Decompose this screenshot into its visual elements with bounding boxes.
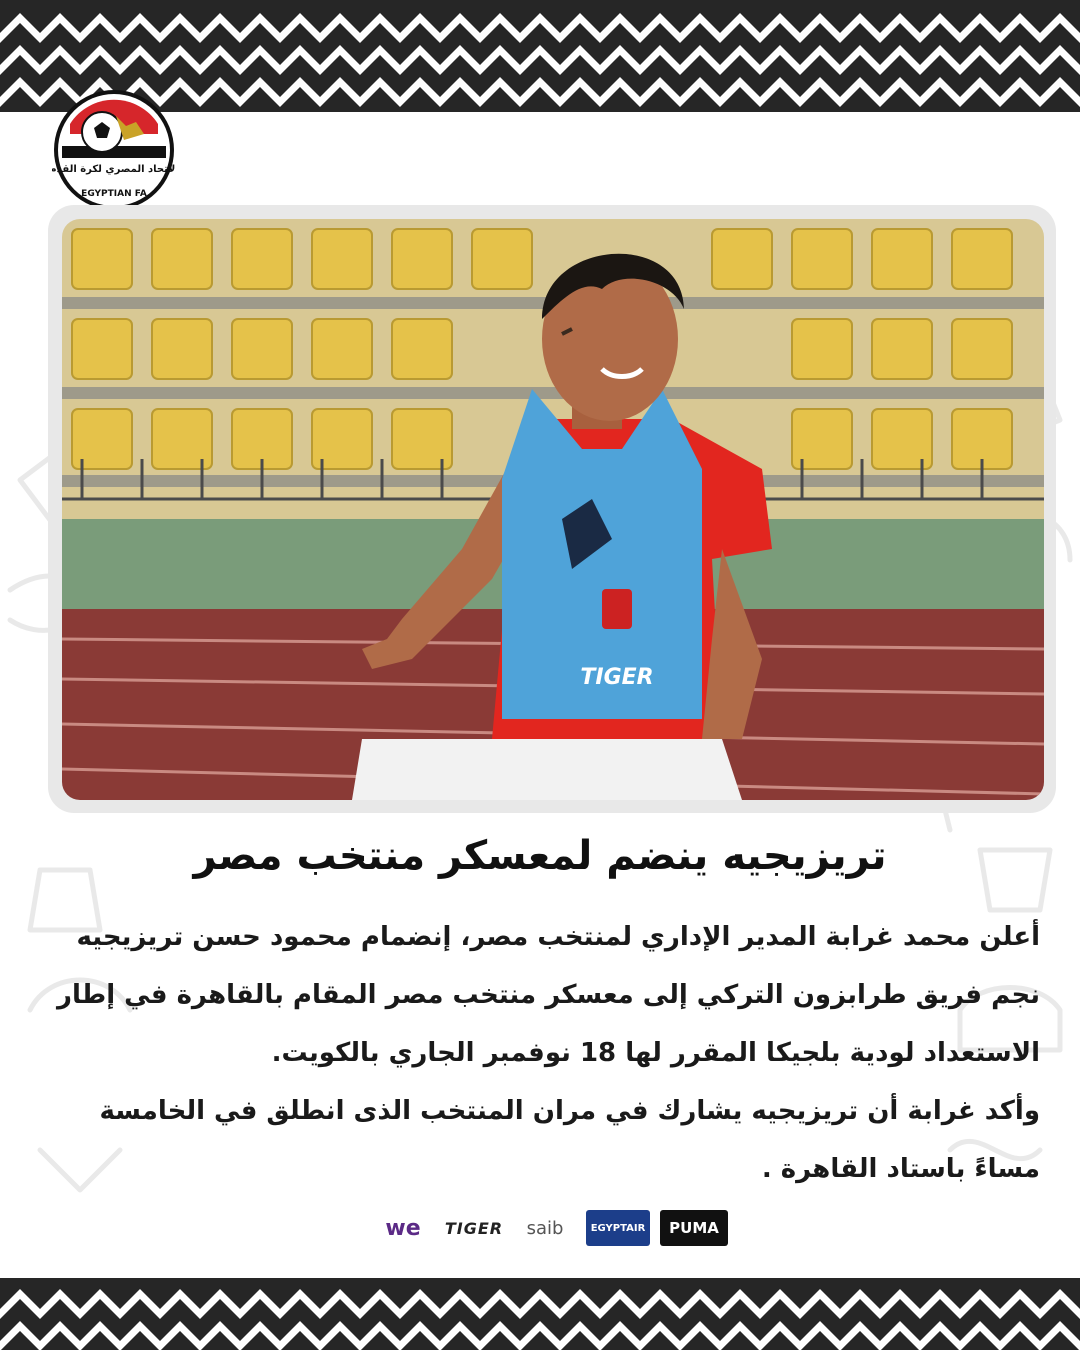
bottom-zigzag-decoration: [0, 1278, 1080, 1350]
logo-arabic-name: الاتحاد المصري لكرة القدم: [52, 164, 176, 175]
body-paragraph-2: وأكد غرابة أن تريزيجيه يشارك في مران المنتخب الذى انطلق في الخامسة مساءً باستاد القاهرة .: [99, 1096, 1040, 1184]
we-logo: we: [385, 1215, 421, 1241]
bib-sponsor-text: TIGER: [580, 665, 654, 690]
headline: تريزيجيه ينضم لمعسكر منتخب مصر: [193, 833, 887, 879]
sponsor-logos: [372, 1208, 728, 1248]
saib-logo: saib: [526, 1217, 564, 1239]
player-photo: [62, 219, 1044, 800]
puma-logo: PUMA: [660, 1210, 728, 1246]
tiger-logo: TIGER: [444, 1218, 504, 1238]
body-paragraph-1: أعلن محمد غرابة المدير الإداري لمنتخب مصر، إنضمام محمود حسن تريزيجيه نجم فريق طرابزون التركي إلى معسكر منتخب مصر المقام بالقاهرة في إطار الاستعداد لودية بلجيكا المقرر لها 18 نوفمبر الجاري بالكويت.: [57, 922, 1040, 1068]
article-body: [40, 908, 1040, 1198]
egyptian-fa-logo: [52, 88, 176, 212]
egyptair-logo: EGYPTAIR: [586, 1210, 650, 1246]
logo-latin-name: EGYPTIAN FA: [81, 189, 147, 199]
